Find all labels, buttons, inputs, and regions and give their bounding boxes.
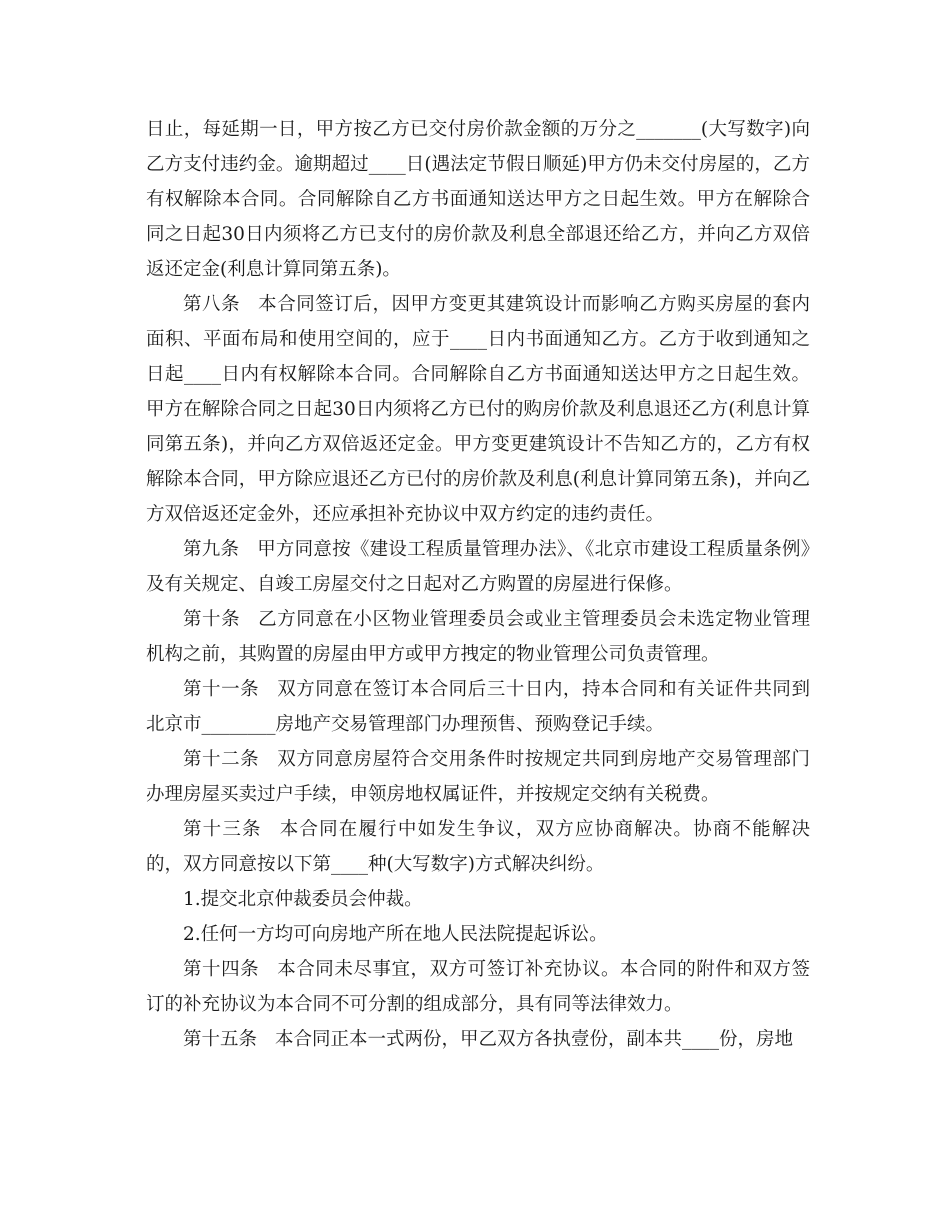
paragraph-text: 本合同签订后，因甲方变更其建筑设计而影响乙方购买房屋的套内面积、平面布局和使用空间的，应于____日内书面通知乙方。乙方于收到通知之日起____日内有权解除本合同。合同解除自乙方书面通知送达甲方之日起生效。甲方在解除合同之日起30日内须将乙方已付的购房价款及利息退还乙方(利息计算同第五条)，并向乙方双倍返还定金。甲方变更建筑设计不告知乙方的，乙方有权解除本合同，甲方除应退还乙方已付的房价款及利息(利息计算同第五条)，并向乙方双倍返还定金外，还应承担补充协议中双方约定的违约责任。: [146, 294, 810, 525]
article-label: 第八条: [183, 294, 241, 315]
paragraph-article-10: [146, 602, 810, 672]
paragraph-text: 双方同意房屋符合交用条件时按规定共同到房地产交易管理部门办理房屋买卖过户手续，申领房地权属证件，并按规定交纳有关税费。: [146, 749, 810, 805]
list-item-option-2: [146, 917, 810, 952]
paragraph-text: 本合同正本一式两份，甲乙双方各执壹份，副本共____份，房地: [275, 1029, 794, 1050]
article-label: 第十二条: [183, 749, 260, 770]
article-label: 第十三条: [183, 819, 262, 840]
paragraph-article-13: [146, 812, 810, 882]
paragraph-article-9: [146, 532, 810, 602]
article-label: 第十四条: [183, 959, 260, 980]
paragraph-text: 2.任何一方均可向房地产所在地人民法院提起诉讼。: [183, 924, 608, 945]
paragraph-text: 1.提交北京仲裁委员会仲裁。: [183, 889, 423, 910]
paragraph-text: 本合同未尽事宜，双方可签订补充协议。本合同的附件和双方签订的补充协议为本合同不可分割的组成部分，具有同等法律效力。: [146, 959, 810, 1015]
list-item-option-1: [146, 882, 810, 917]
paragraph-text: 本合同在履行中如发生争议，双方应协商解决。协商不能解决的，双方同意按以下第____种(大写数字)方式解决纠纷。: [146, 819, 810, 875]
paragraph-text: 乙方同意在小区物业管理委员会或业主管理委员会未选定物业管理机构之前，其购置的房屋由甲方或甲方拽定的物业管理公司负责管理。: [146, 609, 810, 665]
paragraph-article-8: [146, 287, 810, 532]
paragraph-article-7-continuation: [146, 112, 810, 287]
document-body: [146, 112, 810, 1057]
paragraph-article-11: [146, 672, 810, 742]
paragraph-text: 双方同意在签订本合同后三十日内，持本合同和有关证件共同到北京市________房地产交易管理部门办理预售、预购登记手续。: [146, 679, 810, 735]
article-label: 第十五条: [183, 1029, 258, 1050]
article-label: 第十一条: [183, 679, 260, 700]
paragraph-text: 甲方同意按《建设工程质量管理办法》、《北京市建设工程质量条例》及有关规定、自竣工房屋交付之日起对乙方购置的房屋进行保修。: [146, 539, 810, 595]
article-label: 第九条: [183, 539, 240, 560]
article-label: 第十条: [183, 609, 241, 630]
paragraph-article-12: [146, 742, 810, 812]
paragraph-text: 日止，每延期一日，甲方按乙方已交付房价款金额的万分之_______(大写数字)向乙方支付违约金。逾期超过____日(遇法定节假日顺延)甲方仍未交付房屋的，乙方有权解除本合同。合同解除自乙方书面通知送达甲方之日起生效。甲方在解除合同之日起30日内须将乙方已支付的房价款及利息全部退还给乙方，并向乙方双倍返还定金(利息计算同第五条)。: [146, 119, 810, 280]
paragraph-article-14: [146, 952, 810, 1022]
paragraph-article-15: [146, 1022, 810, 1057]
